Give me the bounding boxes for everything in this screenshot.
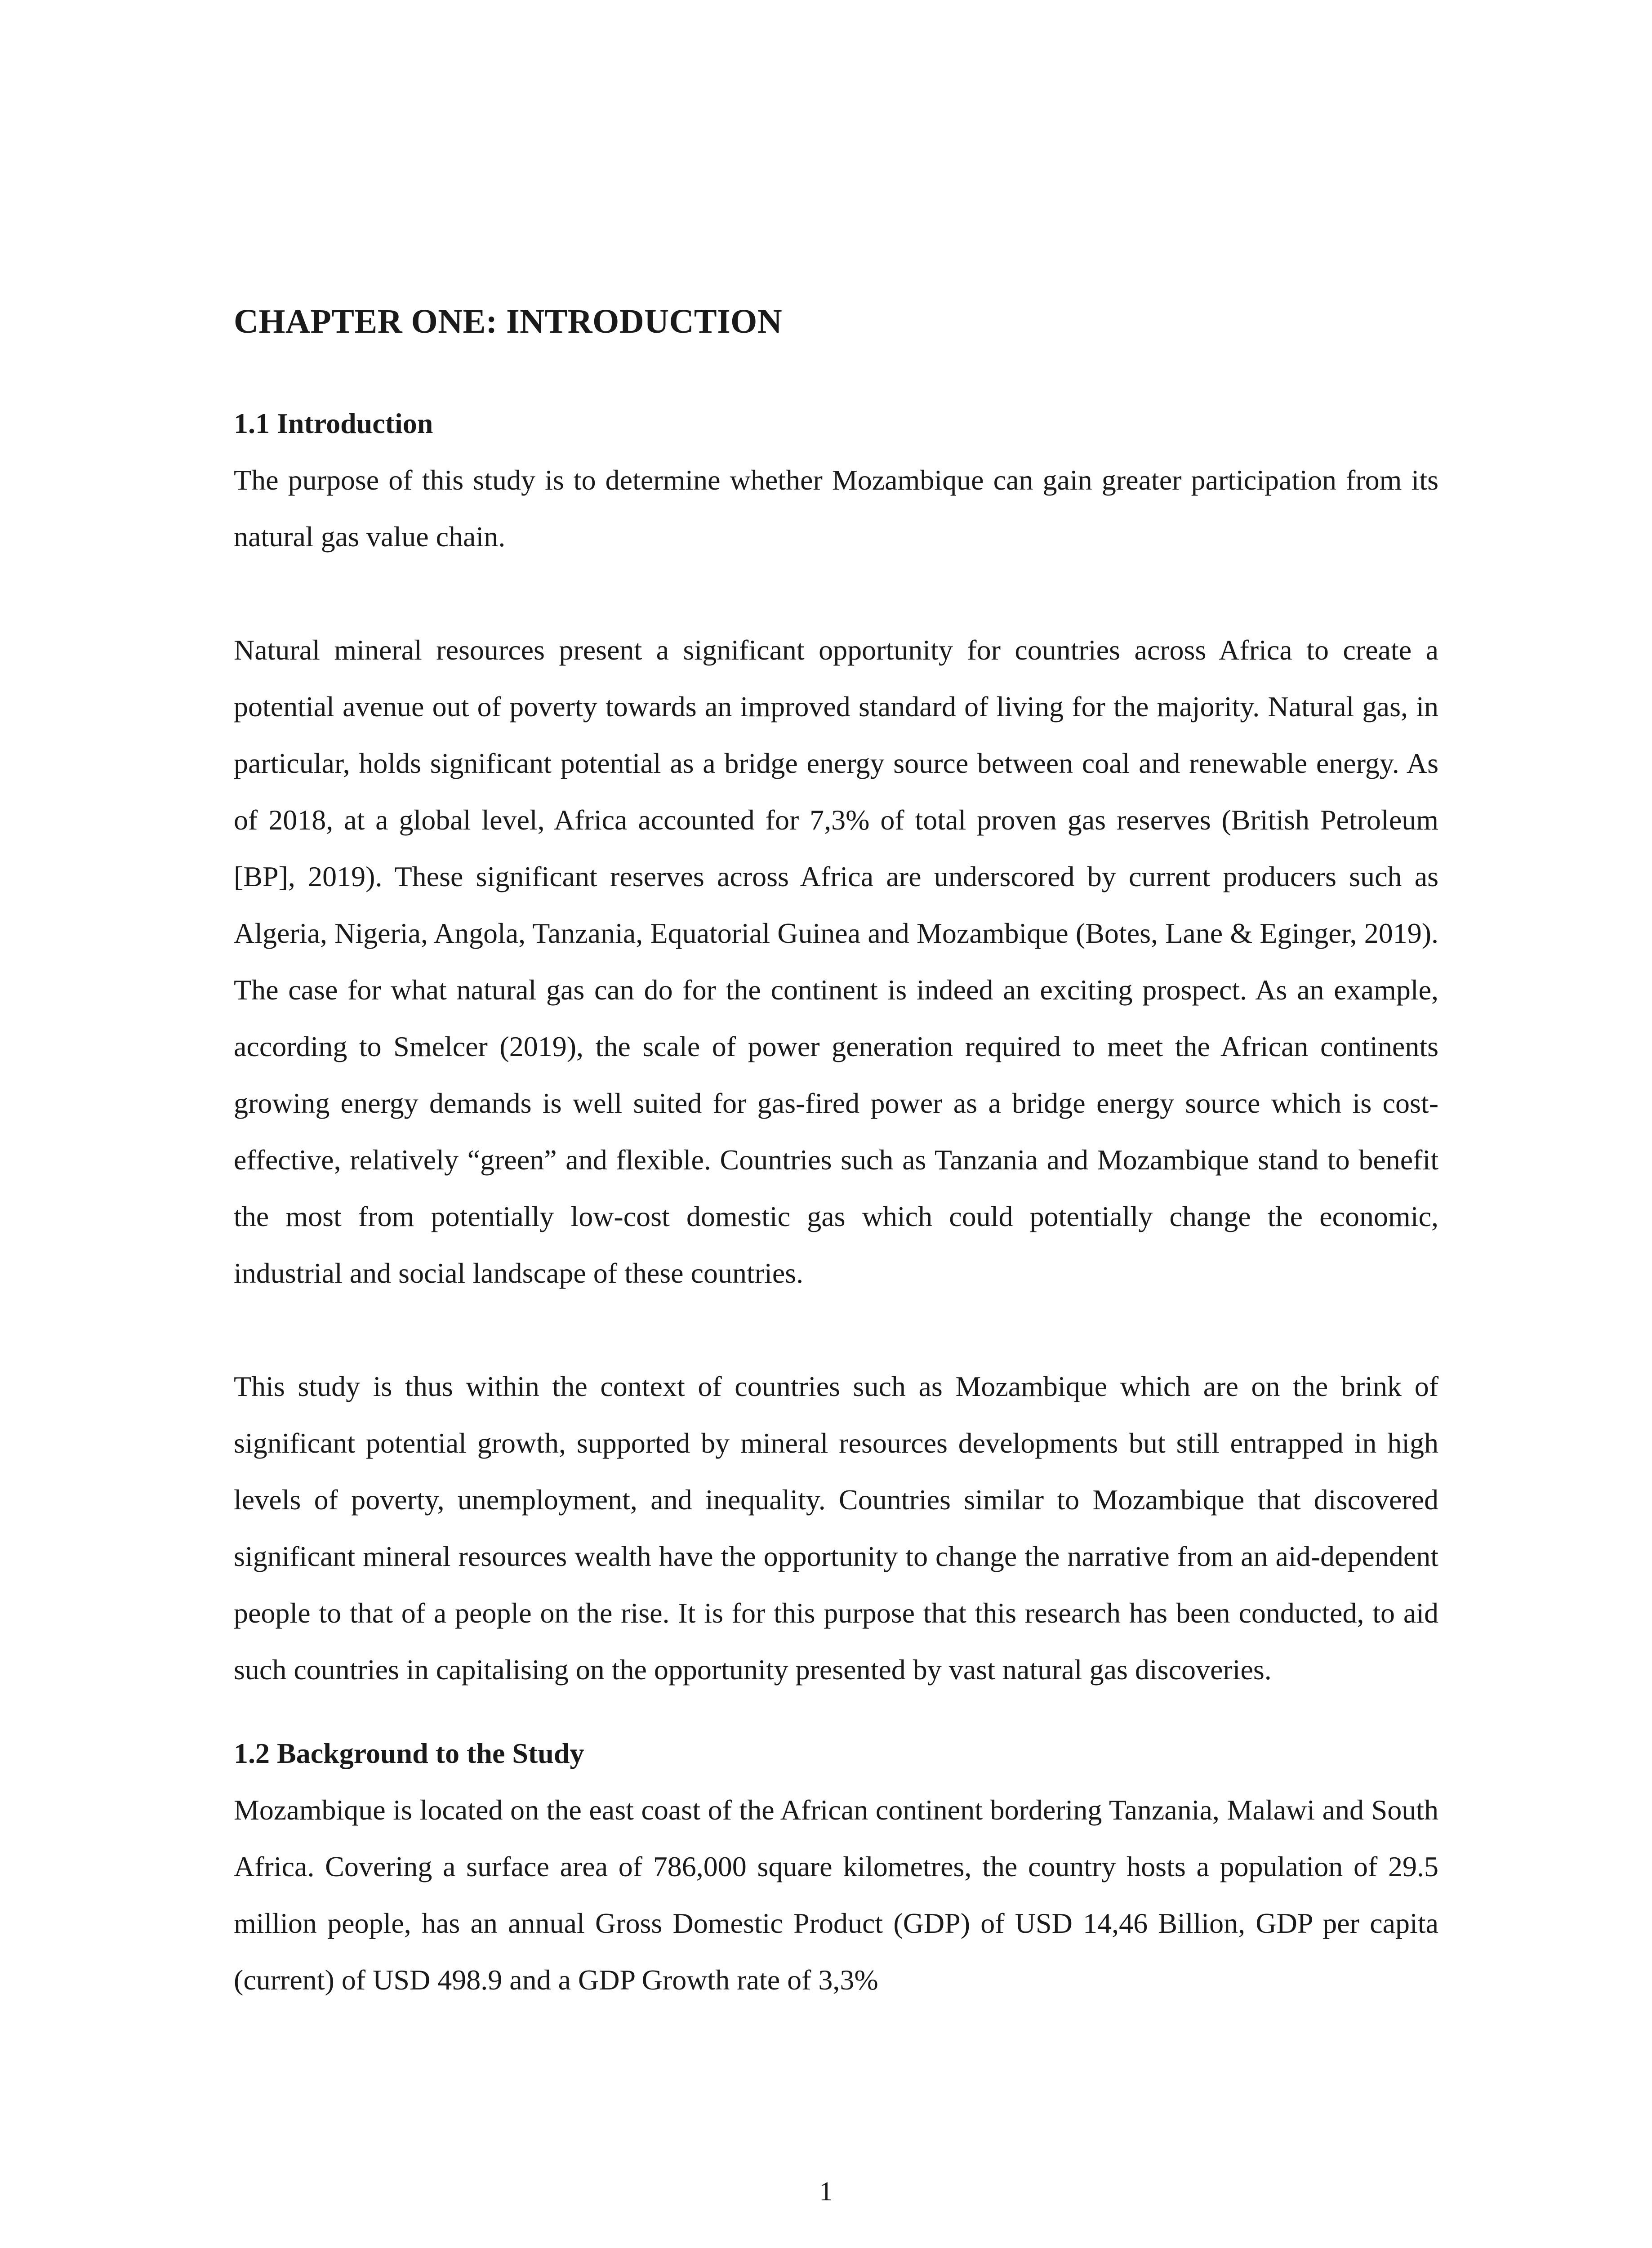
paragraph-spacer bbox=[234, 1302, 1438, 1358]
section-background bbox=[234, 1725, 1438, 2008]
paragraph: Natural mineral resources present a significant opportunity for countries across Africa to create a potential avenue out of poverty towards an improved standard of living for the majority. Natural gas, in particular, holds significant potential as a bridge energy source between coal and renewable energy. As of 2018, at a global level, Africa accounted for 7,3% of total proven gas reserves (British Petroleum [BP], 2019). These significant reserves across Africa are underscored by current producers such as Algeria, Nigeria, Angola, Tanzania, Equatorial Guinea and Mozambique (Botes, Lane & Eginger, 2019). The case for what natural gas can do for the continent is indeed an exciting prospect. As an example, according to Smelcer (2019), the scale of power generation required to meet the African continents growing energy demands is well suited for gas-fired power as a bridge energy source which is cost-effective, relatively “green” and flexible. Countries such as Tanzania and Mozambique stand to benefit the most from potentially low-cost domestic gas which could potentially change the economic, industrial and social landscape of these countries. bbox=[234, 634, 1438, 1289]
chapter-title: CHAPTER ONE: INTRODUCTION bbox=[234, 303, 783, 340]
paragraph: Mozambique is located on the east coast of the African continent bordering Tanzania, Malawi and South Africa. Covering a surface area of 786,000 square kilometres, the country hosts a population of 29.5 million people, has an annual Gross Domestic Product (GDP) of USD 14,46 Billion, GDP per capita (current) of USD 498.9 and a GDP Growth rate of 3,3% bbox=[234, 1794, 1438, 1996]
section-introduction bbox=[234, 395, 1438, 1698]
section-heading: 1.1 Introduction bbox=[234, 407, 433, 440]
section-heading: 1.2 Background to the Study bbox=[234, 1737, 584, 1770]
page-number: 1 bbox=[819, 2177, 833, 2206]
paragraph: This study is thus within the context of countries such as Mozambique which are on the brink of significant potential growth, supported by mineral resources developments but still entrapped in high levels of poverty, unemployment, and inequality. Countries similar to Mozambique that discovered significant mineral resources wealth have the opportunity to change the narrative from an aid-dependent people to that of a people on the rise. It is for this purpose that this research has been conducted, to aid such countries in capitalising on the opportunity presented by vast natural gas discoveries. bbox=[234, 1370, 1438, 1686]
page-content bbox=[234, 301, 1438, 2008]
paragraph-spacer bbox=[234, 565, 1438, 622]
paragraph: The purpose of this study is to determine whether Mozambique can gain greater participation from its natural gas value chain. bbox=[234, 464, 1438, 553]
section-spacer bbox=[234, 1698, 1438, 1725]
